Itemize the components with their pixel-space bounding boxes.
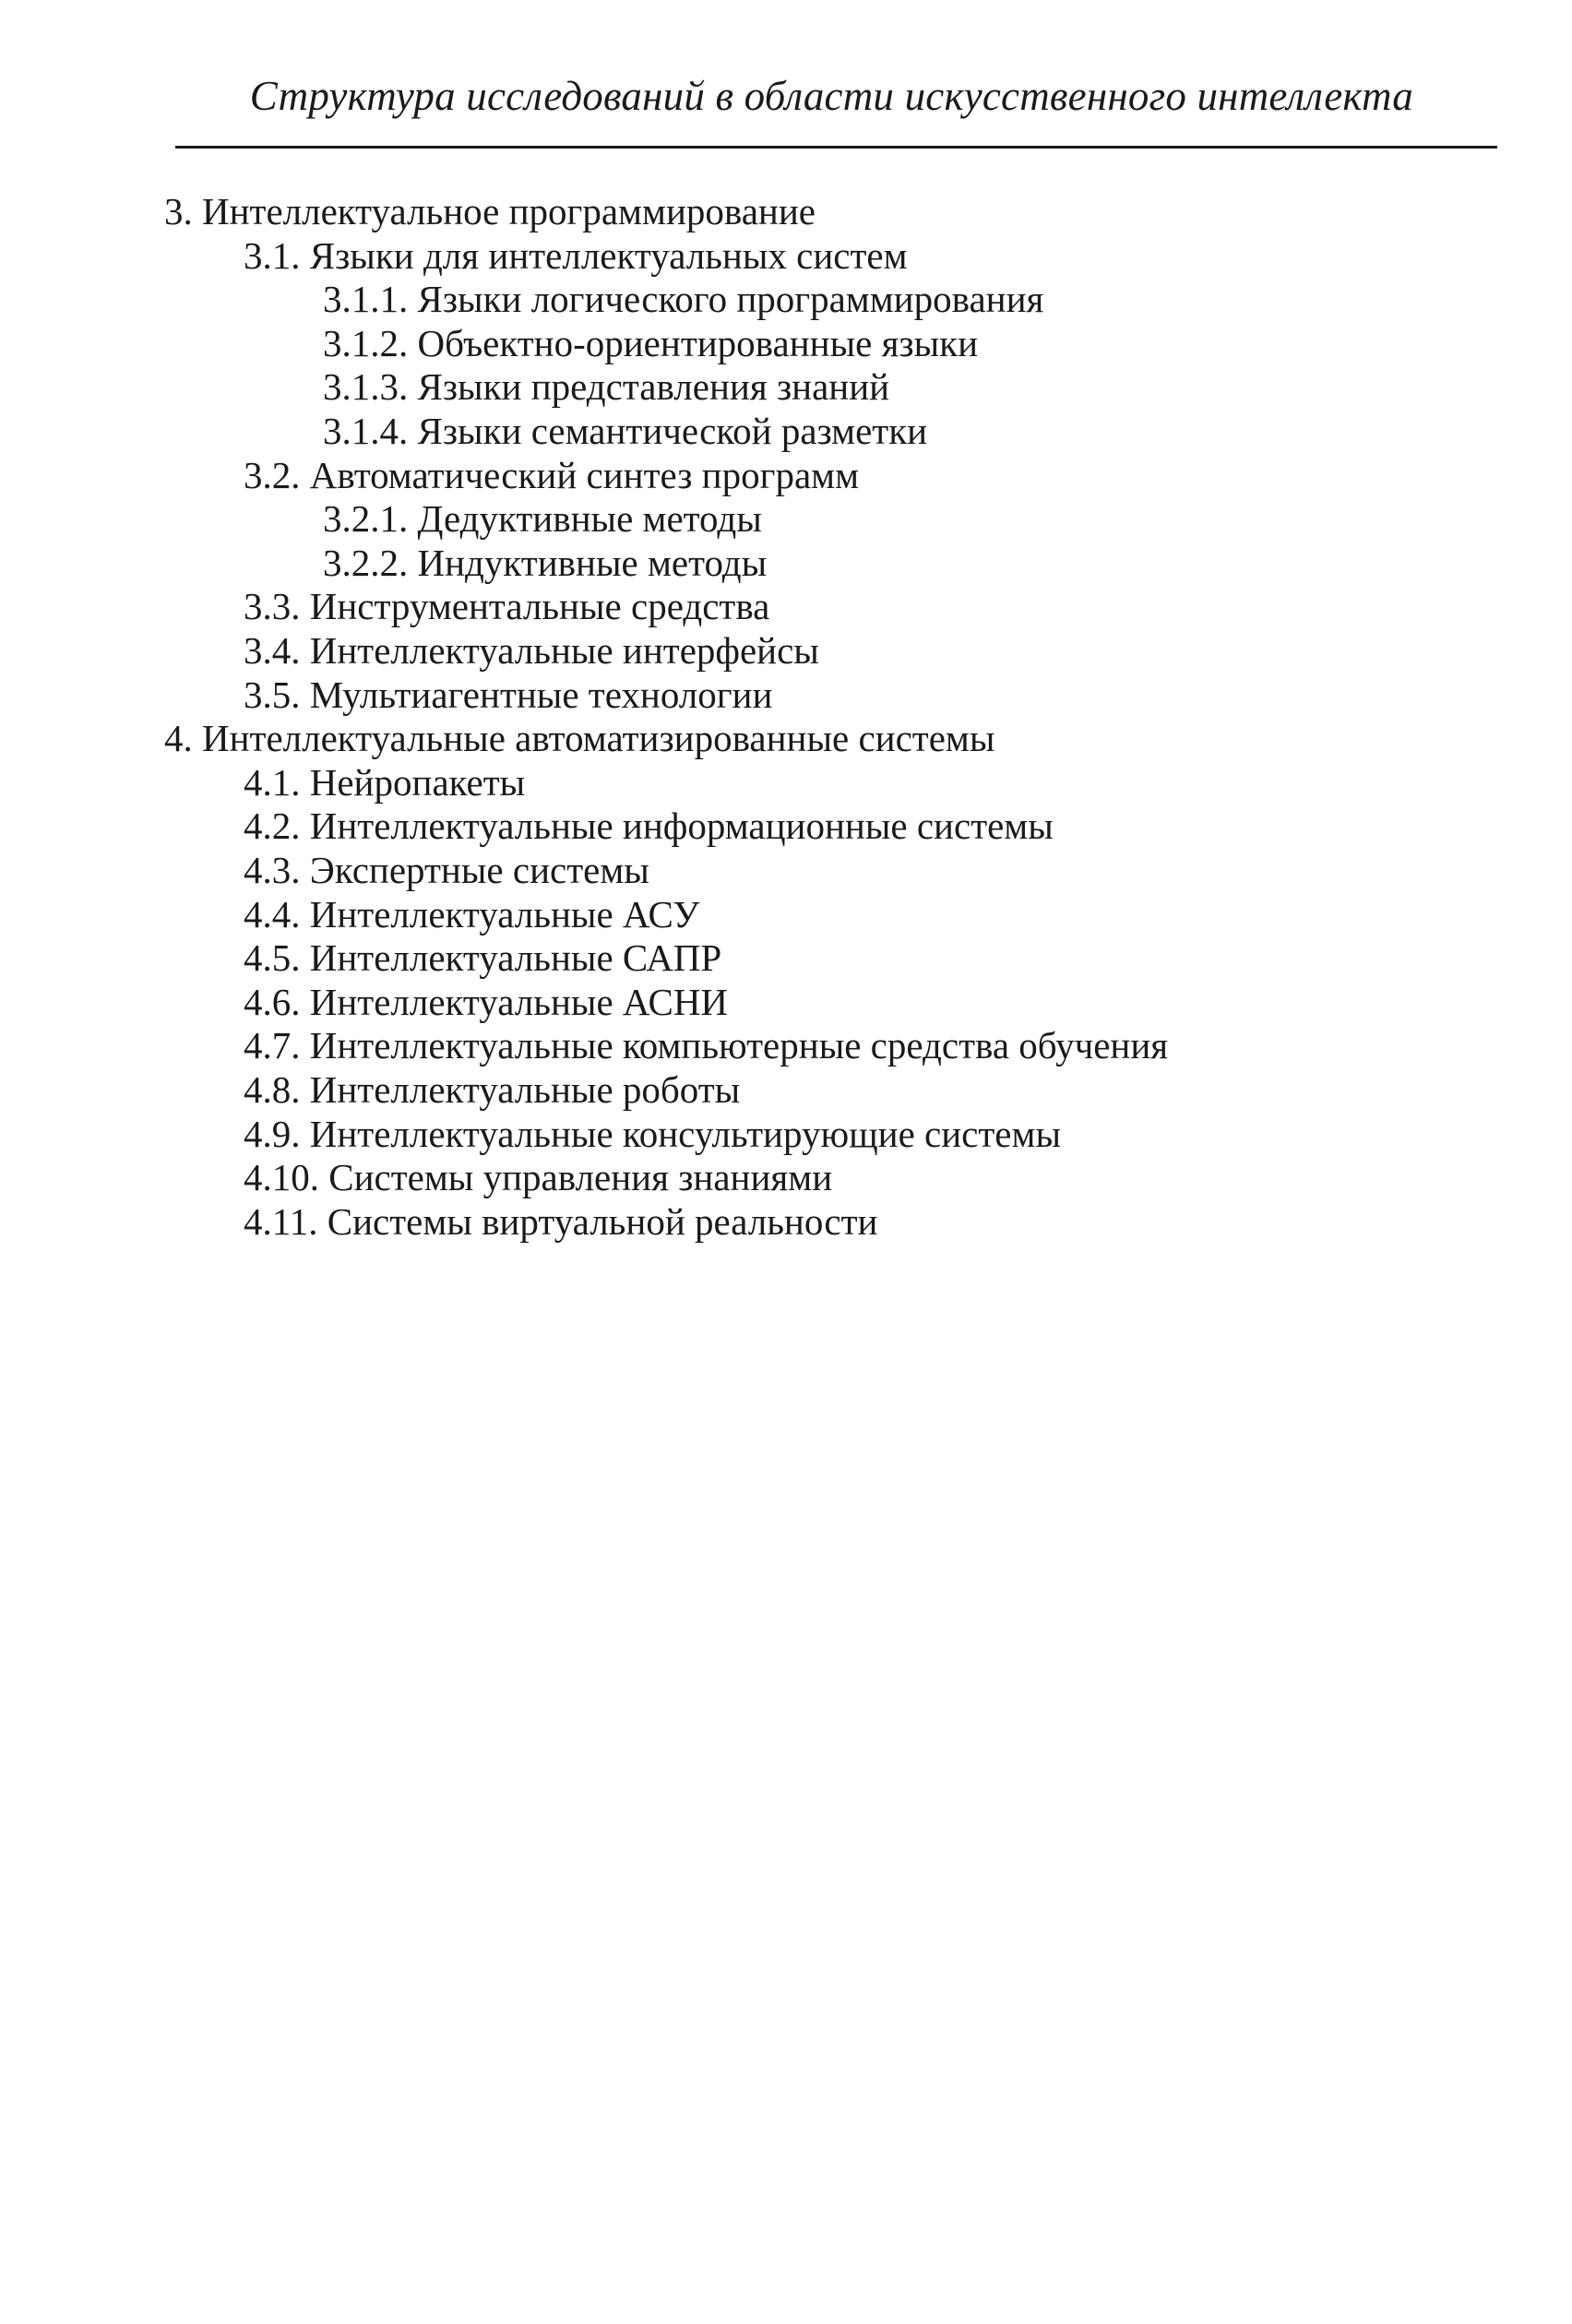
toc-item-level-2: 3.2. Автоматический синтез программ	[244, 453, 860, 496]
toc-item-level-3: 3.1.4. Языки семантической разметки	[323, 410, 928, 452]
toc-item-level-1: 4. Интеллектуальные автоматизированные системы	[164, 717, 995, 760]
toc-item-level-2: 3.3. Инструментальные средства	[244, 585, 770, 628]
toc-item-level-2: 4.5. Интеллектуальные САПР	[244, 936, 722, 980]
toc-item-level-2: 4.7. Интеллектуальные компьютерные средства обучения	[244, 1024, 1169, 1067]
toc-item-level-3: 3.1.2. Объектно-ориентированные языки	[323, 321, 979, 364]
toc-item-level-2: 4.8. Интеллектуальные роботы	[244, 1068, 741, 1111]
toc-item-level-2: 4.11. Системы виртуальной реальности	[244, 1199, 878, 1243]
toc-item-level-1: 3. Интеллектуальное программирование	[164, 190, 816, 232]
toc-item-level-2: 4.3. Экспертные системы	[244, 849, 649, 891]
toc-item-level-2: 4.9. Интеллектуальные консультирующие системы	[244, 1112, 1061, 1155]
toc-item-level-2: 3.4. Интеллектуальные интерфейсы	[244, 629, 819, 672]
toc-item-level-2: 4.4. Интеллектуальные АСУ	[244, 892, 700, 936]
toc-item-level-2: 3.5. Мультиагентные технологии	[244, 673, 773, 716]
toc-item-level-3: 3.2.1. Дедуктивные методы	[323, 497, 762, 541]
toc-item-level-3: 3.1.3. Языки представления знаний	[323, 365, 890, 409]
toc-item-level-2: 4.6. Интеллектуальные АСНИ	[244, 980, 729, 1023]
toc-item-level-2: 3.1. Языки для интеллектуальных систем	[244, 233, 908, 277]
running-head-title: Структура исследований в области искусственного интеллекта	[249, 73, 1413, 119]
toc-item-level-2: 4.2. Интеллектуальные информационные системы	[244, 804, 1054, 848]
toc-item-level-3: 3.2.2. Индуктивные методы	[323, 541, 768, 584]
toc-item-level-3: 3.1.1. Языки логического программирования	[323, 278, 1044, 321]
toc-item-level-2: 4.1. Нейропакеты	[244, 760, 526, 804]
header-divider	[175, 146, 1497, 149]
toc-item-level-2: 4.10. Системы управления знаниями	[244, 1156, 833, 1199]
